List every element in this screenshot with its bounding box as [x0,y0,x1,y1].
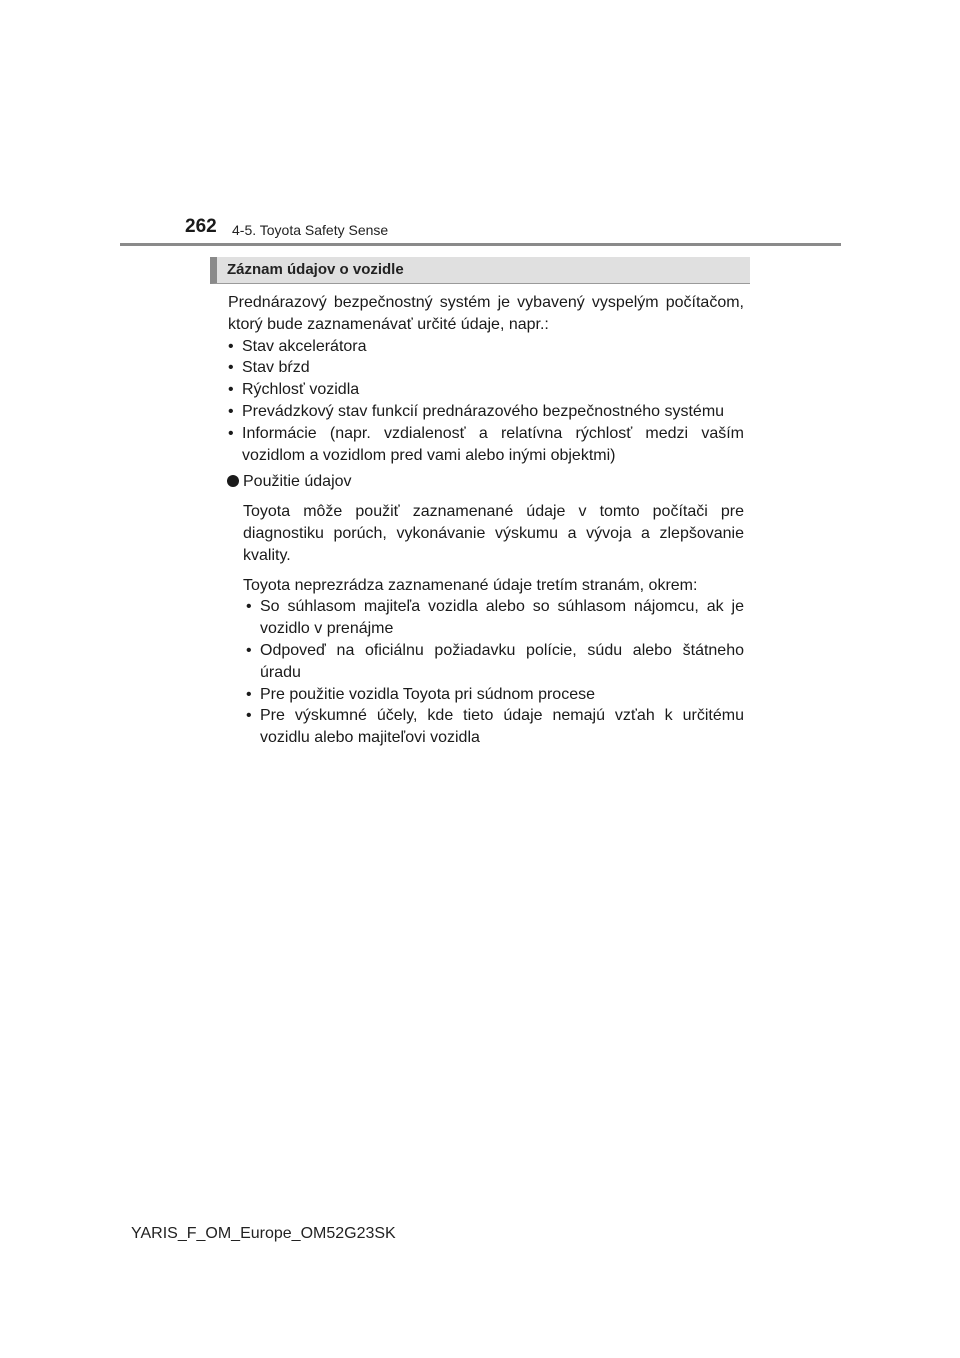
footer-document-code: YARIS_F_OM_Europe_OM52G23SK [131,1225,396,1242]
data-use-heading: Použitie údajov [228,471,744,493]
disclosure-paragraph: Toyota neprezrádza zaznamenané údaje tretím stranám, okrem: [243,576,698,594]
content [228,292,744,749]
bullet-icon: • [228,337,234,355]
intro-paragraph: Prednárazový bezpečnostný systém je vybavený vyspelým počítačom, ktorý bude zaznamenávať určité údaje, napr.: [228,294,744,333]
section-title: 4-5. Toyota Safety Sense [232,222,389,238]
bullet-icon: • [228,359,234,377]
filled-circle-icon [227,475,239,487]
section-heading-bar [210,257,750,284]
list-item: • Rýchlosť vozidla [228,379,744,401]
bullet-icon: • [228,402,234,420]
section-heading: Záznam údajov o vozidle [227,261,404,278]
list-item: • Pre použitie vozidla Toyota pri súdnom procese [246,684,744,706]
list-item: • Odpoveď na oficiálnu požiadavku polície, súdu alebo štátneho úradu [246,641,744,681]
list-item: • Informácie (napr. vzdialenosť a relatívna rýchlosť medzi vaším vozidlom a vozidlom pred vami alebo inými objektmi) [228,424,744,464]
exceptions-list [246,596,744,749]
bullet-icon: • [246,707,252,725]
bullet-icon: • [228,424,234,442]
header-rule [120,243,841,246]
page-number: 262 [185,216,217,237]
bullet-icon: • [246,685,252,703]
list-item: • Stav bŕzd [228,357,744,379]
bullet-icon: • [246,598,252,616]
data-use-body [243,501,744,749]
bullet-icon: • [246,641,252,659]
list-item: • Prevádzkový stav funkcií prednárazového bezpečnostného systému [228,401,744,423]
bullet-icon: • [228,381,234,399]
list-item: • So súhlasom majiteľa vozidla alebo so súhlasom nájomcu, ak je vozidlo v prenájme [246,598,744,638]
recorded-data-list [228,336,744,467]
list-item: • Pre výskumné účely, kde tieto údaje nemajú vzťah k určitému vozidlu alebo majiteľovi vozidla [246,707,744,747]
list-item: • Stav akcelerátora [228,336,744,358]
data-use-paragraph: Toyota môže použiť zaznamenané údaje v tomto počítači pre diagnostiku porúch, vykonávanie výskumu a vývoja a zlepšovanie kvality. [243,503,744,564]
